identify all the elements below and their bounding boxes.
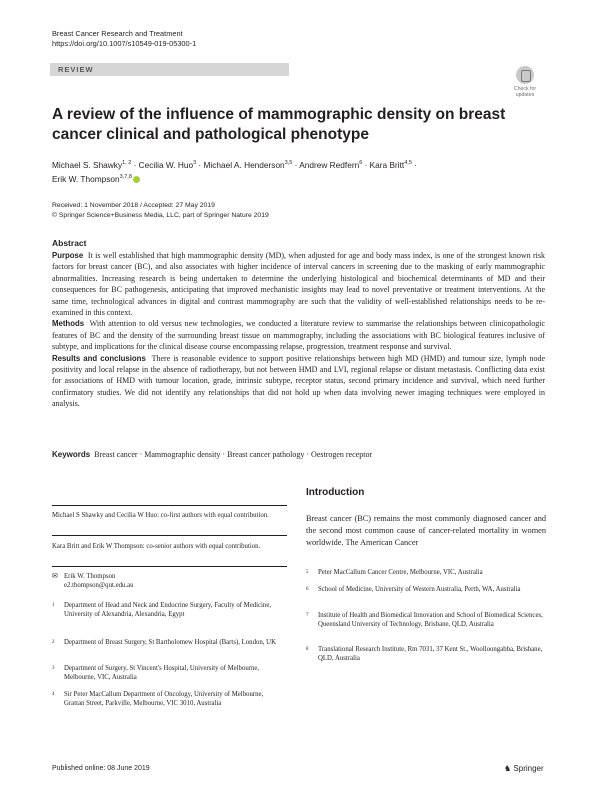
author-affil: 4,5 [404, 160, 412, 166]
springer-horse-icon: ♞ [504, 764, 512, 773]
author-name[interactable]: · Michael A. Henderson [196, 159, 285, 170]
divider [52, 505, 287, 506]
affiliation-number: 8 [306, 647, 309, 652]
author-name[interactable]: · Kara Britt [362, 159, 405, 170]
affiliation-text: School of Medicine, University of Western Australia, Perth, WA, Australia [318, 586, 521, 593]
copyright: © Springer Science+Business Media, LLC, part of Springer Nature 2019 [52, 211, 269, 219]
affiliation-number: 2 [52, 640, 55, 645]
cofirst-note: Michael S Shawky and Cecilia W Huo: co-first authors with equal contribution. [52, 512, 269, 519]
author-name[interactable]: · Andrew Redfern [292, 159, 360, 170]
results-text: There is reasonable evidence to support positive relationships between high MD (HMD) and tumour size, lymph node positivity and local relapse in the absence of radiotherapy, but not between HMD and LVI, regional relapse or distant metastasis. Conflicting data exist for associations of HMD with tumour location, grade, intrinsic subtype, receptor status, second primary incidence and survival, which need further confirmatory studies. We did not identify any relationships that did not hold up when data involving newer imaging techniques were employed in analysis. [52, 353, 545, 409]
affiliation-text: Department of Breast Surgery, St Bartholomew Hospital (Barts), London, UK [64, 639, 276, 646]
introduction-text: Breast cancer (BC) remains the most commonly diagnosed cancer and the second most common cause of cancer-related mortality in women worldwide. The American Cancer [306, 514, 546, 548]
email-link[interactable]: e2.thompson@qut.edu.au [64, 582, 134, 590]
affiliation-number: 4 [52, 692, 55, 697]
author-affil: 6 [359, 160, 363, 166]
published-online: Published online: 08 June 2019 [52, 765, 150, 772]
author-name[interactable]: · Cecilia W. Huo [131, 159, 194, 170]
check-for-updates-badge[interactable] [510, 66, 540, 99]
abstract-results [52, 353, 545, 410]
author-list [52, 157, 522, 186]
author-name[interactable]: Michael S. Shawky [52, 159, 123, 170]
author-affil: 3,7,8 [119, 174, 132, 181]
article-title: A review of the influence of mammographic density on breast cancer clinical and pathological phenotype [52, 106, 506, 143]
affiliation-number: 1 [52, 603, 55, 608]
abstract-body [52, 250, 545, 410]
badge-label: Check for updates [513, 86, 537, 98]
abstract-methods [52, 318, 545, 352]
envelope-icon: ✉ [52, 572, 58, 580]
article-type-label: REVIEW [58, 65, 94, 74]
author-affil: 3 [193, 160, 197, 166]
publisher-logo [504, 764, 544, 773]
bookmark-icon [516, 66, 534, 84]
purpose-label: Purpose [52, 251, 84, 260]
cosenior-note: Kara Britt and Erik W Thompson: co-senior authors with equal contribution. [52, 543, 261, 550]
methods-label: Methods [52, 319, 85, 329]
keywords-text: Breast cancer · Mammographic density · Breast cancer pathology · Oestrogen receptor [94, 450, 373, 459]
affiliation-number: 6 [306, 587, 309, 592]
abstract-heading: Abstract [52, 238, 87, 248]
author-name[interactable]: Erik W. Thompson [52, 174, 120, 185]
article-type-bar [50, 63, 289, 76]
received-accepted: Received: 1 November 2018 / Accepted: 27 May 2019 [52, 202, 215, 209]
doi-link[interactable]: https://doi.org/10.1007/s10549-019-05300-1 [52, 39, 197, 48]
purpose-text: It is well established that high mammographic density (MD), when adjusted for age and body mass index, is one of the strongest known risk factors for breast cancer (BC), and also associates with higher incidence of interval cancers in screening due to the masking of early mammographic abnormalities. Increasing research is being undertaken to determine the underlying histological and biochemical determinants of MD and their consequences for BC pathogenesis, anticipating that improved mechanistic insights may lead to novel preventative or treatment interventions. At the same time, technological advances in digital and contrast mammography are such that the validity of well-established relationships needs to be re-examined in this context. [52, 251, 545, 318]
separator: · [411, 159, 417, 170]
affiliation-text: Sir Peter MacCallum Department of Oncology, University of Melbourne, Grattan Street, Parkville, Melbourne, VIC 3010, Australia [64, 691, 264, 708]
divider [52, 566, 287, 567]
results-label: Results and conclusions [52, 353, 146, 363]
affiliation-number: 5 [306, 570, 309, 575]
affiliation-text: Institute of Health and Biomedical Innovation and School of Biomedical Sciences, Queensland University of Technology, Brisbane, QLD, Australia [318, 612, 543, 629]
corresponding-author: Erik W. Thompson [64, 573, 116, 580]
keywords [52, 450, 372, 459]
introduction-heading: Introduction [306, 487, 365, 498]
author-affil: 3,5 [284, 160, 293, 166]
journal-header [52, 29, 196, 49]
affiliation-text: Department of Head and Neck and Endocrine Surgery, Faculty of Medicine, University of Alexandria, Alexandria, Egypt [64, 602, 272, 619]
orcid-icon[interactable] [133, 176, 140, 183]
author-affil: 1, 2 [122, 160, 132, 166]
affiliation-number: 3 [52, 666, 55, 671]
abstract-purpose [52, 250, 545, 318]
divider [52, 535, 287, 536]
affiliation-text: Peter MacCallum Cancer Centre, Melbourne, VIC, Australia [318, 569, 483, 576]
article-dates [52, 201, 269, 220]
keywords-label: Keywords [52, 450, 91, 459]
affiliation-number: 7 [306, 613, 309, 618]
methods-text: With attention to old versus new technologies, we conducted a literature review to summarise the relationships between clinicopathologic features of BC and the density of the surrounding breast tissue on mammography, including the associations with BC biological features inclusive of subtype, and implications for the clinical disease course encompassing relapse, progression, treatment response and survival. [52, 319, 545, 352]
publisher-name: Springer [513, 764, 544, 773]
affiliation-text: Department of Surgery, St Vincent's Hospital, University of Melbourne, Melbourne, VIC, Australia [64, 665, 260, 682]
journal-name: Breast Cancer Research and Treatment [52, 29, 183, 38]
affiliation-text: Translational Research Institute, Rm 7031, 37 Kent St., Woolloongabba, Brisbane, QLD, Australia [318, 646, 543, 663]
